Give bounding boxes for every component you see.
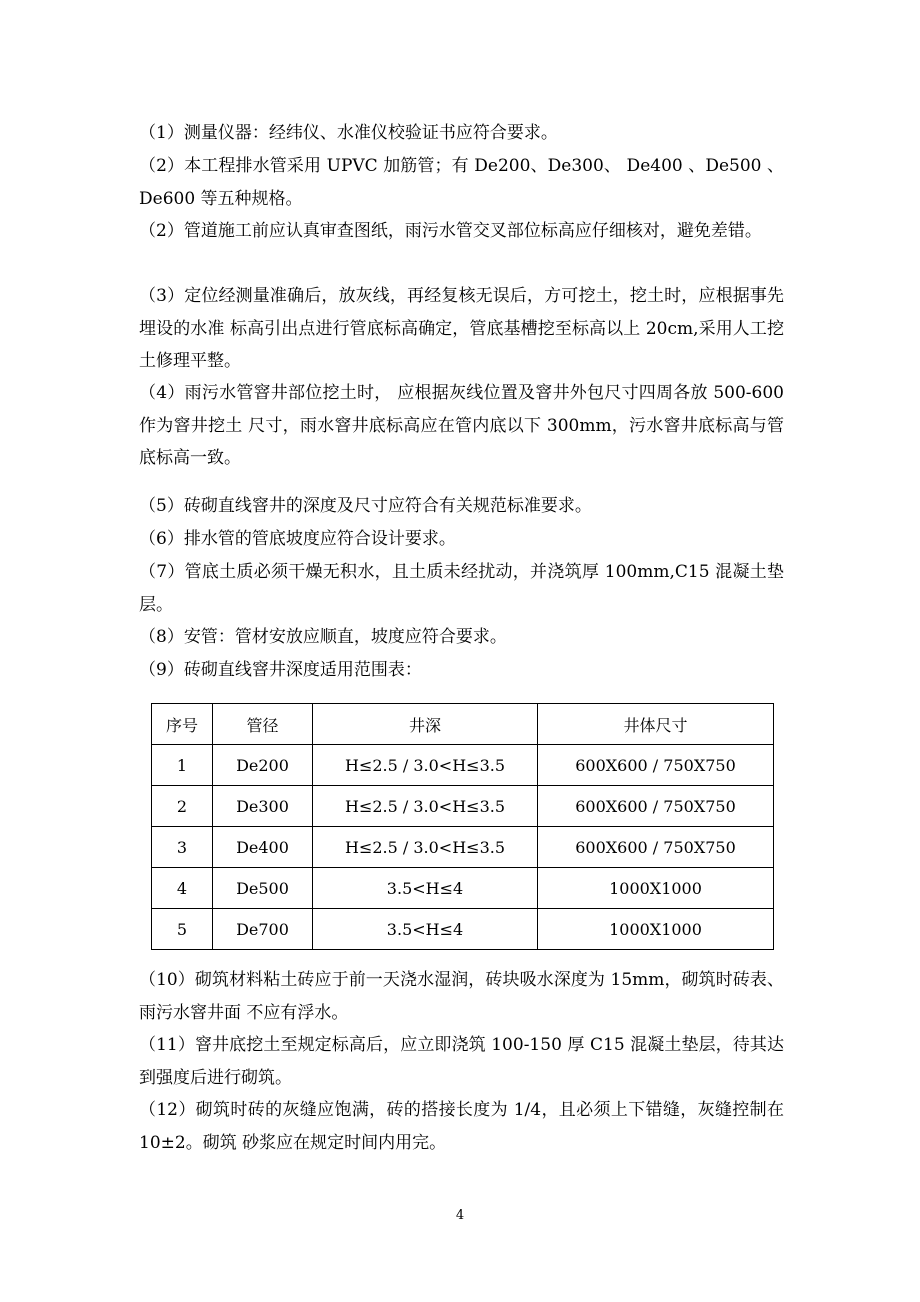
cell-pipe-diameter: De300 bbox=[213, 786, 313, 827]
paragraph-table-caption: （9）砖砌直线窨井深度适用范围表： bbox=[139, 660, 422, 680]
cell-well-depth: H≤2.5 / 3.0<H≤3.5 bbox=[313, 827, 538, 868]
header-pipe-diameter: 管径 bbox=[213, 704, 313, 745]
cell-serial: 4 bbox=[152, 868, 213, 909]
page-number: 4 bbox=[455, 1208, 465, 1223]
manhole-depth-table bbox=[151, 703, 774, 950]
table-row bbox=[152, 745, 774, 786]
cell-pipe-diameter: De700 bbox=[213, 909, 313, 950]
cell-well-size: 1000X1000 bbox=[538, 868, 774, 909]
cell-well-size: 600X600 / 750X750 bbox=[538, 786, 774, 827]
paragraph-brick-wetting: （10）砌筑材料粘土砖应于前一天浇水湿润，砖块吸水深度为 15mm，砌筑时砖表、雨污水窨井面 不应有浮水。 bbox=[139, 970, 784, 1023]
cell-serial: 5 bbox=[152, 909, 213, 950]
cell-well-depth: H≤2.5 / 3.0<H≤3.5 bbox=[313, 745, 538, 786]
cell-well-depth: 3.5<H≤4 bbox=[313, 868, 538, 909]
header-well-depth: 井深 bbox=[313, 704, 538, 745]
table-row bbox=[152, 786, 774, 827]
cell-well-size: 1000X1000 bbox=[538, 909, 774, 950]
paragraph-manhole-excavation: （4）雨污水管窨井部位挖土时， 应根据灰线位置及窨井外包尺寸四周各放 500-600 作为窨井挖土 尺寸，雨水窨井底标高应在管内底以下 300mm，污水窨井底标高与管底标高一致。 bbox=[139, 383, 784, 468]
table-row bbox=[152, 909, 774, 950]
paragraph-pipe-spec: （2）本工程排水管采用 UPVC 加筋管；有 De200、De300、 De400 、De500 、De600 等五种规格。 bbox=[139, 156, 784, 209]
paragraph-drawing-review: （2）管道施工前应认真审查图纸，雨污水管交叉部位标高应仔细核对，避免差错。 bbox=[139, 221, 762, 241]
paragraph-pipe-laying: （8）安管：管材安放应顺直，坡度应符合要求。 bbox=[139, 627, 507, 647]
paragraph-manhole-depth: （5）砖砌直线窨井的深度及尺寸应符合有关规范标准要求。 bbox=[139, 496, 592, 516]
header-well-size: 井体尺寸 bbox=[538, 704, 774, 745]
cell-pipe-diameter: De400 bbox=[213, 827, 313, 868]
table-row bbox=[152, 868, 774, 909]
paragraph-pipe-slope: （6）排水管的管底坡度应符合设计要求。 bbox=[139, 529, 456, 549]
paragraph-mortar-joints: （12）砌筑时砖的灰缝应饱满，砖的搭接长度为 1/4，且必须上下错缝，灰缝控制在 10±2。砌筑 砂浆应在规定时间内用完。 bbox=[139, 1100, 784, 1153]
cell-serial: 2 bbox=[152, 786, 213, 827]
paragraph-soil-cushion: （7）管底土质必须干燥无积水，且土质未经扰动，并浇筑厚 100mm,C15 混凝土垫层。 bbox=[139, 562, 784, 615]
cell-serial: 1 bbox=[152, 745, 213, 786]
cell-well-size: 600X600 / 750X750 bbox=[538, 827, 774, 868]
cell-well-depth: 3.5<H≤4 bbox=[313, 909, 538, 950]
cell-pipe-diameter: De500 bbox=[213, 868, 313, 909]
cell-serial: 3 bbox=[152, 827, 213, 868]
cell-well-size: 600X600 / 750X750 bbox=[538, 745, 774, 786]
paragraph-positioning: （3）定位经测量准确后，放灰线，再经复核无误后，方可挖土，挖土时，应根据事先埋设的水准 标高引出点进行管底标高确定，管底基槽挖至标高以上 20cm,采用人工挖土修理平整。 bbox=[139, 286, 784, 371]
cell-well-depth: H≤2.5 / 3.0<H≤3.5 bbox=[313, 786, 538, 827]
table-row bbox=[152, 827, 774, 868]
header-serial: 序号 bbox=[152, 704, 213, 745]
table-header-row bbox=[152, 704, 774, 745]
cell-pipe-diameter: De200 bbox=[213, 745, 313, 786]
paragraph-manhole-cushion: （11）窨井底挖土至规定标高后，应立即浇筑 100-150 厚 C15 混凝土垫层，待其达到强度后进行砌筑。 bbox=[139, 1035, 784, 1088]
paragraph-measuring-instruments: （1）测量仪器：经纬仪、水准仪校验证书应符合要求。 bbox=[139, 123, 558, 143]
